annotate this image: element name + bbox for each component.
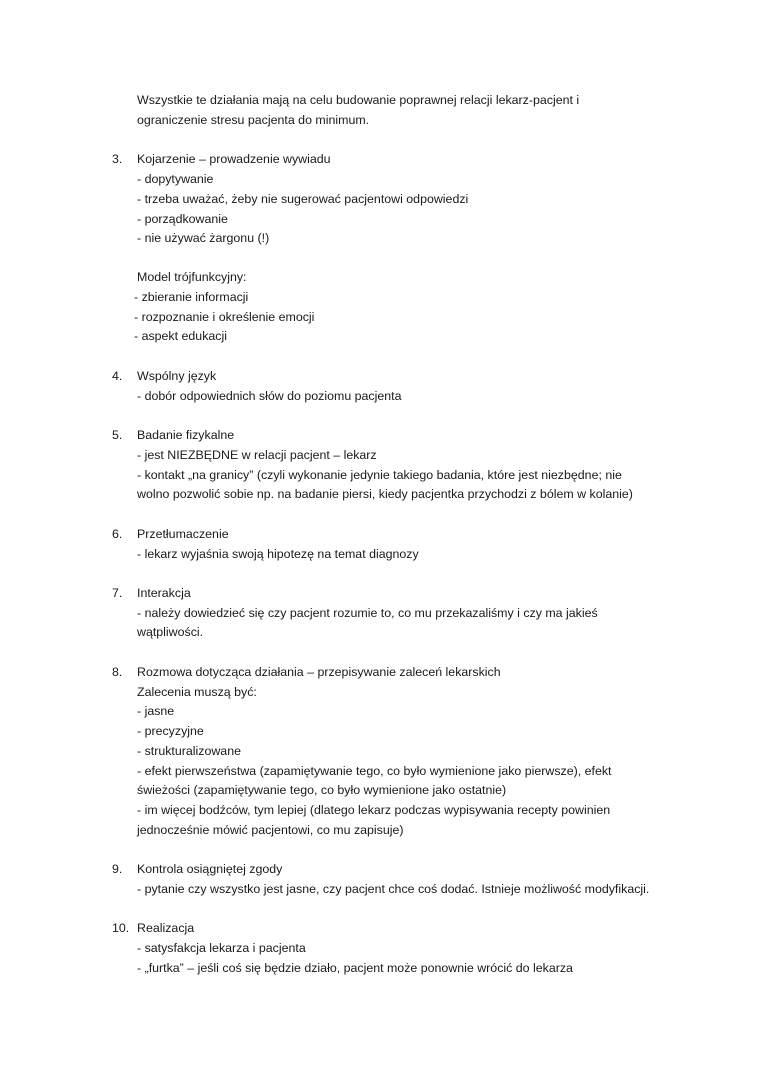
item-7-line: wątpliwości. (137, 625, 204, 639)
item-4-line: - dobór odpowiednich słów do poziomu pacjenta (137, 389, 402, 403)
item-3-heading: Kojarzenie – prowadzenie wywiadu (137, 152, 331, 166)
item-8-line: - strukturalizowane (137, 744, 241, 758)
item-8-line: świeżości (zapamiętywanie tego, co było wymienione jako ostatnie) (137, 783, 507, 797)
item-8-line: - precyzyjne (137, 724, 204, 738)
intro-line-1: Wszystkie te działania mają na celu budowanie poprawnej relacji lekarz-pacjent i (137, 93, 580, 107)
item-8-line: Zalecenia muszą być: (137, 685, 257, 699)
item-4-heading: Wspólny język (137, 369, 217, 383)
model-heading: Model trójfunkcyjny: (137, 270, 247, 284)
item-3-line: - nie używać żargonu (!) (137, 231, 270, 245)
item-8-number: 8. (112, 665, 123, 679)
item-9-heading: Kontrola osiągniętej zgody (137, 862, 283, 876)
item-4-number: 4. (112, 369, 123, 383)
item-8-line: jednocześnie mówić pacjentowi, co mu zapisuje) (137, 823, 404, 837)
item-5-heading: Badanie fizykalne (137, 428, 235, 442)
item-9-number: 9. (112, 862, 123, 876)
item-8-line: - efekt pierwszeństwa (zapamiętywanie tego, co było wymienione jako pierwsze), efekt (137, 764, 612, 778)
model-line: - rozpoznanie i określenie emocji (134, 310, 315, 324)
item-9-line: - pytanie czy wszystko jest jasne, czy pacjent chce coś dodać. Istnieje możliwość modyfikacji. (137, 882, 650, 896)
item-10-line: - satysfakcja lekarza i pacjenta (137, 941, 306, 955)
item-8-heading: Rozmowa dotycząca działania – przepisywanie zaleceń lekarskich (137, 665, 501, 679)
intro-line-2: ograniczenie stresu pacjenta do minimum. (137, 113, 370, 127)
item-6-line: - lekarz wyjaśnia swoją hipotezę na temat diagnozy (137, 547, 419, 561)
item-6-number: 6. (112, 527, 123, 541)
model-line: - zbieranie informacji (134, 290, 249, 304)
item-10-heading: Realizacja (137, 921, 195, 935)
item-3-number: 3. (112, 152, 123, 166)
item-10-number: 10. (112, 921, 130, 935)
item-7-number: 7. (112, 586, 123, 600)
item-3-line: - trzeba uważać, żeby nie sugerować pacjentowi odpowiedzi (137, 192, 469, 206)
item-7-heading: Interakcja (137, 586, 191, 600)
item-8-line: - jasne (137, 704, 175, 718)
item-3-line: - dopytywanie (137, 172, 214, 186)
model-line: - aspekt edukacji (134, 329, 227, 343)
item-5-line: - jest NIEZBĘDNE w relacji pacjent – lekarz (137, 448, 377, 462)
item-5-line: wolno pozwolić sobie np. na badanie piersi, kiedy pacjentka przychodzi z bólem w kolanie) (137, 487, 633, 501)
item-3-line: - porządkowanie (137, 212, 228, 226)
item-6-heading: Przetłumaczenie (137, 527, 229, 541)
item-10-line: - „furtka” – jeśli coś się będzie działo, pacjent może ponownie wrócić do lekarza (137, 961, 573, 975)
item-5-line: - kontakt „na granicy” (czyli wykonanie jedynie takiego badania, które jest niezbędne; nie (137, 468, 622, 482)
item-5-number: 5. (112, 428, 123, 442)
item-7-line: - należy dowiedzieć się czy pacjent rozumie to, co mu przekazaliśmy i czy ma jakieś (137, 606, 598, 620)
item-8-line: - im więcej bodźców, tym lepiej (dlatego lekarz podczas wypisywania recepty powinien (137, 803, 611, 817)
